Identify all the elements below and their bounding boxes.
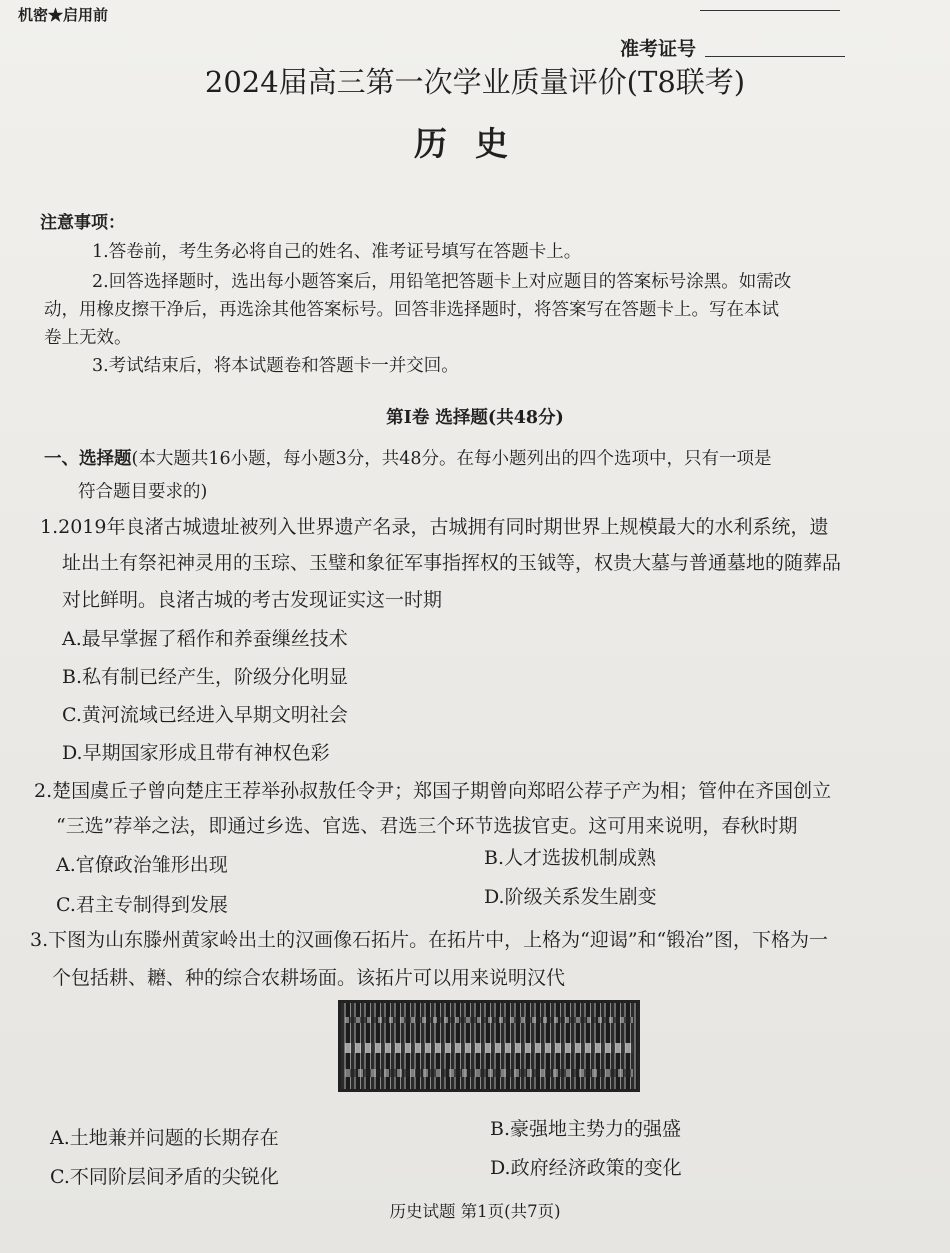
q1-option-a[interactable]: A.最早掌握了稻作和养蚕缫丝技术 <box>62 628 348 650</box>
q2-option-c[interactable]: C.君主专制得到发展 <box>56 894 228 916</box>
q1-stem-line-3: 对比鲜明。良渚古城的考古发现证实这一时期 <box>62 589 443 611</box>
part-heading-desc-2: 符合题目要求的) <box>78 482 208 502</box>
q3-option-d[interactable]: D.政府经济政策的变化 <box>490 1157 682 1179</box>
han-stone-relief-rubbing-image <box>338 1000 640 1092</box>
exam-number-line <box>705 56 845 57</box>
q1-option-b[interactable]: B.私有制已经产生，阶级分化明显 <box>62 666 349 688</box>
q3-option-a[interactable]: A.土地兼并问题的长期存在 <box>50 1127 279 1149</box>
part-heading-desc: (本大题共16小题，每小题3分，共48分。在每小题列出的四个选项中，只有一项是 <box>131 449 772 469</box>
exam-number-label: 准考证号 <box>620 38 697 60</box>
name-blank-line <box>700 10 840 11</box>
q1-option-c[interactable]: C.黄河流域已经进入早期文明社会 <box>62 704 348 726</box>
notice-item-2-line-1: 2.回答选择题时，选出每小题答案后，用铅笔把答题卡上对应题目的答案标号涂黑。如需改 <box>92 272 792 292</box>
q2-stem-line-2: “三选”荐举之法，即通过乡选、官选、君选三个环节选拔官吏。这可用来说明，春秋时期 <box>56 815 798 837</box>
notice-item-3: 3.考试结束后，将本试题卷和答题卡一并交回。 <box>92 356 459 376</box>
notice-heading: 注意事项： <box>40 213 125 233</box>
q2-stem-line-1: 2.楚国虞丘子曾向楚庄王荐举孙叔敖任令尹；郑国子期曾向郑昭公荐子产为相；管仲在齐国创立 <box>34 780 832 802</box>
q1-stem-line-2: 址出土有祭祀神灵用的玉琮、玉璧和象征军事指挥权的玉钺等，权贵大墓与普通墓地的随葬品 <box>62 552 842 574</box>
q2-option-b[interactable]: B.人才选拔机制成熟 <box>484 847 657 869</box>
q3-option-b[interactable]: B.豪强地主势力的强盛 <box>490 1118 682 1140</box>
notice-item-1: 1.答卷前，考生务必将自己的姓名、准考证号填写在答题卡上。 <box>92 242 582 262</box>
exam-title: 2024届高三第一次学业质量评价(T8联考) <box>204 65 746 99</box>
q2-option-d[interactable]: D.阶级关系发生剧变 <box>484 886 657 908</box>
q2-option-a[interactable]: A.官僚政治雏形出现 <box>56 854 228 876</box>
notice-item-2-line-2: 动，用橡皮擦干净后，再选涂其他答案标号。回答非选择题时，将答案写在答题卡上。写在本试 <box>44 300 779 320</box>
q3-stem-line-2: 个包括耕、耱、种的综合农耕场面。该拓片可以用来说明汉代 <box>52 967 566 989</box>
notice-item-2-line-3: 卷上无效。 <box>44 328 132 348</box>
section-heading: 第Ⅰ卷 选择题(共48分) <box>386 408 564 428</box>
confidential-mark: 机密★启用前 <box>18 6 109 24</box>
part-heading-title: 一、选择题 <box>44 449 132 469</box>
page-footer: 历史试题 第1页(共7页) <box>389 1202 561 1221</box>
part-heading <box>44 445 772 470</box>
q1-stem-line-1: 1.2019年良渚古城遗址被列入世界遗产名录，古城拥有同时期世界上规模最大的水利系统，遗 <box>40 516 829 538</box>
q3-stem-line-1: 3.下图为山东滕州黄家岭出土的汉画像石拓片。在拓片中，上格为“迎谒”和“锻冶”图，下格为一 <box>30 929 828 951</box>
q3-option-c[interactable]: C.不同阶层间矛盾的尖锐化 <box>50 1166 279 1188</box>
subject-title: 历史 <box>414 124 536 163</box>
q1-option-d[interactable]: D.早期国家形成且带有神权色彩 <box>62 742 330 764</box>
